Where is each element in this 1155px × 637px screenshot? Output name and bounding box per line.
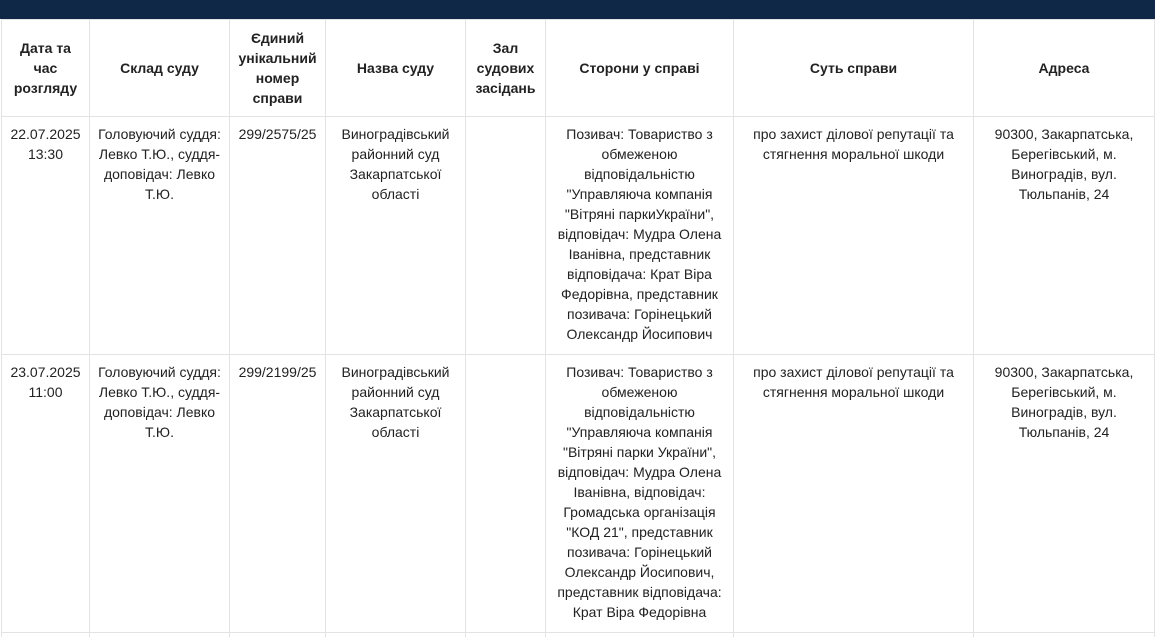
cell-judges: Головуючий суддя: Левко Т.Ю., суддя-доповідач: Левко Т.Ю. <box>90 355 230 633</box>
cell-hall <box>466 355 546 633</box>
cell-parties: Позивач: Товариство з обмеженою відповідальністю "Управляюча компанія "Вітряні парки України", відповідач: Мудра Олена Іванівна, відповідач: Громадська організація "КОД 21", представник позивача: Горінецький Олександр Йосипович, представник відповідача: Крат Віра Федорівна <box>546 355 734 633</box>
header-address: Адреса <box>974 20 1155 117</box>
cell-datetime: 23.07.2025 11:00 <box>2 355 90 633</box>
header-court: Назва суду <box>326 20 466 117</box>
cell-case-number: 299/2199/25 <box>230 355 326 633</box>
table-row <box>2 117 1155 355</box>
header-case-number: Єдиний унікальний номер справи <box>230 20 326 117</box>
cell-judges: Головуючий суддя: Левко Т.Ю., суддя-доповідач: Левко Т.Ю. <box>90 117 230 355</box>
court-hearings-table <box>1 19 1155 637</box>
header-parties: Сторони у справі <box>546 20 734 117</box>
header-judges: Склад суду <box>90 20 230 117</box>
cell-parties: Позивач: Товариство з обмеженою відповідальністю "Управляюча компанія "Вітряні паркиУкраїни", відповідач: Мудра Олена Іванівна, представник відповідача: Крат Віра Федорівна, представник позивача: Горінецький Олександр Йосипович <box>546 117 734 355</box>
cell-address: 90300, Закарпатська, Берегівський, м. Виноградів, вул. Тюльпанів, 24 <box>974 117 1155 355</box>
cell-datetime: 22.07.2025 13:30 <box>2 117 90 355</box>
cell-court: Виноградівський районний суд Закарпатської області <box>326 355 466 633</box>
cell-subject: про захист ділової репутації та стягнення моральної шкоди <box>734 117 974 355</box>
cell-court: Виноградівський районний суд Закарпатської області <box>326 117 466 355</box>
cell-subject: про захист ділової репутації та стягнення моральної шкоди <box>734 355 974 633</box>
table-header-row <box>2 20 1155 117</box>
header-hall: Зал судових засідань <box>466 20 546 117</box>
table-row-partial <box>2 633 1155 637</box>
table-row <box>2 355 1155 633</box>
cell-address: 90300, Закарпатська, Берегівський, м. Виноградів, вул. Тюльпанів, 24 <box>974 355 1155 633</box>
cell-hall <box>466 117 546 355</box>
header-subject: Суть справи <box>734 20 974 117</box>
top-header-bar <box>0 0 1155 19</box>
header-datetime: Дата та час розгляду <box>2 20 90 117</box>
cell-case-number: 299/2575/25 <box>230 117 326 355</box>
